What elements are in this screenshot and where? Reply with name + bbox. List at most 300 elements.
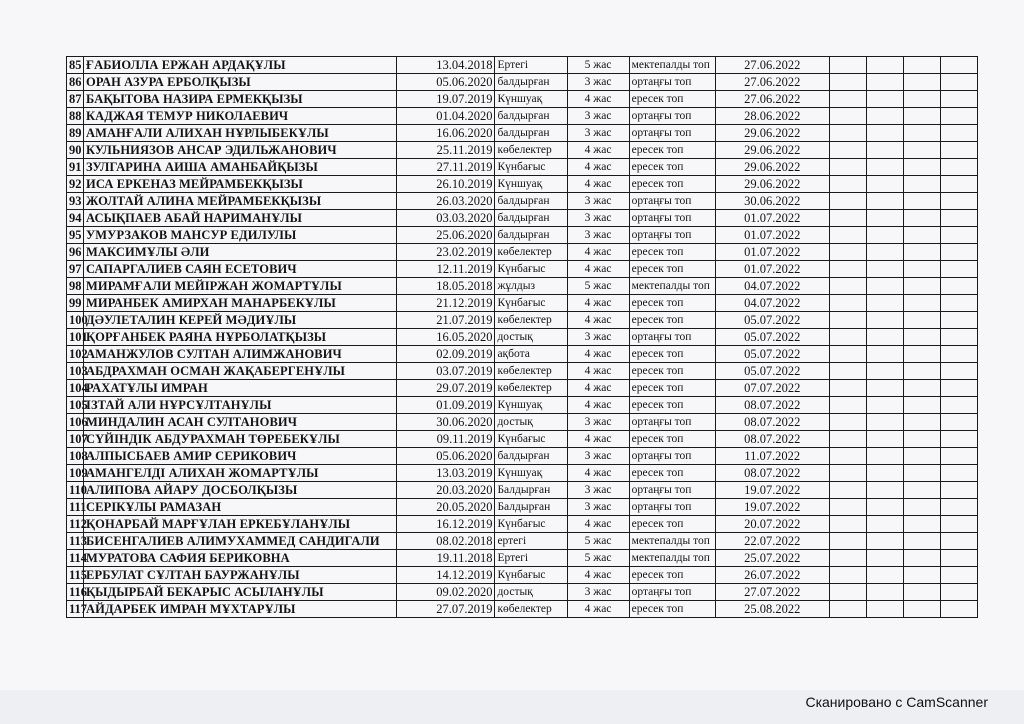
empty-cell xyxy=(866,91,903,108)
age-cell: 4 жас xyxy=(567,91,629,108)
age-cell: 3 жас xyxy=(567,74,629,91)
birth-date-cell: 30.06.2020 xyxy=(397,414,495,431)
table-row xyxy=(67,176,978,193)
row-number-cell: 113 xyxy=(67,533,84,550)
row-number-cell: 94 xyxy=(67,210,84,227)
child-name-cell: ҒАБИОЛЛА ЕРЖАН АРДАҚҰЛЫ xyxy=(84,57,397,74)
child-name-cell: ИСА ЕРКЕНАЗ МЕЙРАМБЕКҚЫЗЫ xyxy=(84,176,397,193)
empty-cell xyxy=(903,227,940,244)
empty-cell xyxy=(903,601,940,618)
row-number-cell: 86 xyxy=(67,74,84,91)
empty-cell xyxy=(940,414,977,431)
group-name-cell: Күнбағыс xyxy=(495,295,567,312)
age-cell: 5 жас xyxy=(567,533,629,550)
admission-date-cell: 29.06.2022 xyxy=(715,159,829,176)
class-type-cell: ортаңғы топ xyxy=(629,584,715,601)
admission-date-cell: 27.07.2022 xyxy=(715,584,829,601)
row-number-cell: 101 xyxy=(67,329,84,346)
child-name-cell: БАҚЫТОВА НАЗИРА ЕРМЕКҚЫЗЫ xyxy=(84,91,397,108)
empty-cell xyxy=(940,91,977,108)
children-roster-table xyxy=(66,56,978,618)
empty-cell xyxy=(866,193,903,210)
birth-date-cell: 18.05.2018 xyxy=(397,278,495,295)
birth-date-cell: 03.07.2019 xyxy=(397,363,495,380)
group-name-cell: көбелектер xyxy=(495,601,567,618)
class-type-cell: мектепалды топ xyxy=(629,550,715,567)
child-name-cell: ҚОРҒАНБЕК РАЯНА НҰРБОЛАТҚЫЗЫ xyxy=(84,329,397,346)
class-type-cell: ересек топ xyxy=(629,567,715,584)
empty-cell xyxy=(866,142,903,159)
empty-cell xyxy=(866,448,903,465)
child-name-cell: АСЫҚПАЕВ АБАЙ НАРИМАНҰЛЫ xyxy=(84,210,397,227)
child-name-cell: АМАНҒАЛИ АЛИХАН НҰРЛЫБЕКҰЛЫ xyxy=(84,125,397,142)
empty-cell xyxy=(829,74,866,91)
empty-cell xyxy=(940,193,977,210)
age-cell: 3 жас xyxy=(567,482,629,499)
row-number-cell: 95 xyxy=(67,227,84,244)
age-cell: 5 жас xyxy=(567,550,629,567)
empty-cell xyxy=(866,380,903,397)
admission-date-cell: 29.06.2022 xyxy=(715,176,829,193)
group-name-cell: достық xyxy=(495,584,567,601)
empty-cell xyxy=(940,465,977,482)
admission-date-cell: 08.07.2022 xyxy=(715,397,829,414)
empty-cell xyxy=(829,550,866,567)
empty-cell xyxy=(940,601,977,618)
empty-cell xyxy=(866,363,903,380)
admission-date-cell: 05.07.2022 xyxy=(715,312,829,329)
child-name-cell: ЖОЛТАЙ АЛИНА МЕЙРАМБЕКҚЫЗЫ xyxy=(84,193,397,210)
group-name-cell: балдырған xyxy=(495,108,567,125)
child-name-cell: ҚОНАРБАЙ МАРҒҰЛАН ЕРКЕБҰЛАНҰЛЫ xyxy=(84,516,397,533)
empty-cell xyxy=(903,499,940,516)
child-name-cell: ДӘУЛЕТАЛИН КЕРЕЙ МӘДИҰЛЫ xyxy=(84,312,397,329)
admission-date-cell: 19.07.2022 xyxy=(715,482,829,499)
age-cell: 4 жас xyxy=(567,176,629,193)
child-name-cell: САПАРГАЛИЕВ САЯН ЕСЕТОВИЧ xyxy=(84,261,397,278)
birth-date-cell: 12.11.2019 xyxy=(397,261,495,278)
child-name-cell: АЙДАРБЕК ИМРАН МҰХТАРҰЛЫ xyxy=(84,601,397,618)
age-cell: 4 жас xyxy=(567,465,629,482)
table-row xyxy=(67,465,978,482)
group-name-cell: көбелектер xyxy=(495,363,567,380)
age-cell: 4 жас xyxy=(567,363,629,380)
table-row xyxy=(67,516,978,533)
birth-date-cell: 05.06.2020 xyxy=(397,448,495,465)
class-type-cell: ересек топ xyxy=(629,176,715,193)
child-name-cell: МУРАТОВА САФИЯ БЕРИКОВНА xyxy=(84,550,397,567)
class-type-cell: ортаңғы топ xyxy=(629,210,715,227)
empty-cell xyxy=(903,465,940,482)
child-name-cell: АБДРАХМАН ОСМАН ЖАҚАБЕРГЕНҰЛЫ xyxy=(84,363,397,380)
empty-cell xyxy=(829,295,866,312)
empty-cell xyxy=(940,57,977,74)
child-name-cell: МИРАНБЕК АМИРХАН МАНАРБЕКҰЛЫ xyxy=(84,295,397,312)
group-name-cell: Күнбағыс xyxy=(495,516,567,533)
empty-cell xyxy=(866,261,903,278)
empty-cell xyxy=(829,601,866,618)
class-type-cell: ортаңғы топ xyxy=(629,193,715,210)
empty-cell xyxy=(829,533,866,550)
age-cell: 3 жас xyxy=(567,448,629,465)
birth-date-cell: 16.05.2020 xyxy=(397,329,495,346)
birth-date-cell: 01.04.2020 xyxy=(397,108,495,125)
empty-cell xyxy=(940,142,977,159)
table-row xyxy=(67,380,978,397)
group-name-cell: Күншуақ xyxy=(495,91,567,108)
row-number-cell: 87 xyxy=(67,91,84,108)
table-row xyxy=(67,295,978,312)
admission-date-cell: 27.06.2022 xyxy=(715,57,829,74)
group-name-cell: достық xyxy=(495,329,567,346)
empty-cell xyxy=(829,176,866,193)
table-row xyxy=(67,482,978,499)
age-cell: 3 жас xyxy=(567,329,629,346)
group-name-cell: жұлдыз xyxy=(495,278,567,295)
empty-cell xyxy=(903,482,940,499)
empty-cell xyxy=(903,414,940,431)
admission-date-cell: 28.06.2022 xyxy=(715,108,829,125)
empty-cell xyxy=(940,210,977,227)
admission-date-cell: 08.07.2022 xyxy=(715,414,829,431)
child-name-cell: АМАНГЕЛДІ АЛИХАН ЖОМАРТҰЛЫ xyxy=(84,465,397,482)
birth-date-cell: 05.06.2020 xyxy=(397,74,495,91)
age-cell: 5 жас xyxy=(567,278,629,295)
class-type-cell: ересек топ xyxy=(629,244,715,261)
birth-date-cell: 23.02.2019 xyxy=(397,244,495,261)
child-name-cell: УМУРЗАКОВ МАНСУР ЕДИЛУЛЫ xyxy=(84,227,397,244)
empty-cell xyxy=(940,516,977,533)
birth-date-cell: 21.07.2019 xyxy=(397,312,495,329)
row-number-cell: 109 xyxy=(67,465,84,482)
empty-cell xyxy=(903,346,940,363)
child-name-cell: СЕРІКҰЛЫ РАМАЗАН xyxy=(84,499,397,516)
empty-cell xyxy=(829,584,866,601)
empty-cell xyxy=(940,329,977,346)
empty-cell xyxy=(866,125,903,142)
class-type-cell: ортаңғы топ xyxy=(629,74,715,91)
table-row xyxy=(67,261,978,278)
table-row xyxy=(67,584,978,601)
empty-cell xyxy=(829,397,866,414)
admission-date-cell: 25.07.2022 xyxy=(715,550,829,567)
empty-cell xyxy=(903,448,940,465)
empty-cell xyxy=(866,312,903,329)
empty-cell xyxy=(940,448,977,465)
empty-cell xyxy=(940,312,977,329)
row-number-cell: 96 xyxy=(67,244,84,261)
class-type-cell: ортаңғы топ xyxy=(629,227,715,244)
empty-cell xyxy=(829,414,866,431)
group-name-cell: Балдырған xyxy=(495,499,567,516)
empty-cell xyxy=(903,91,940,108)
birth-date-cell: 19.11.2018 xyxy=(397,550,495,567)
table-row xyxy=(67,414,978,431)
empty-cell xyxy=(940,261,977,278)
age-cell: 4 жас xyxy=(567,601,629,618)
age-cell: 4 жас xyxy=(567,295,629,312)
empty-cell xyxy=(940,74,977,91)
admission-date-cell: 29.06.2022 xyxy=(715,142,829,159)
child-name-cell: АЛИПОВА АЙАРУ ДОСБОЛҚЫЗЫ xyxy=(84,482,397,499)
class-type-cell: ересек топ xyxy=(629,346,715,363)
class-type-cell: ересек топ xyxy=(629,431,715,448)
empty-cell xyxy=(829,227,866,244)
group-name-cell: көбелектер xyxy=(495,142,567,159)
class-type-cell: ересек топ xyxy=(629,295,715,312)
birth-date-cell: 26.10.2019 xyxy=(397,176,495,193)
empty-cell xyxy=(866,414,903,431)
group-name-cell: Күнбағыс xyxy=(495,261,567,278)
birth-date-cell: 29.07.2019 xyxy=(397,380,495,397)
admission-date-cell: 04.07.2022 xyxy=(715,278,829,295)
table-row xyxy=(67,244,978,261)
empty-cell xyxy=(940,295,977,312)
birth-date-cell: 09.11.2019 xyxy=(397,431,495,448)
empty-cell xyxy=(829,278,866,295)
age-cell: 4 жас xyxy=(567,261,629,278)
row-number-cell: 107 xyxy=(67,431,84,448)
class-type-cell: мектепалды топ xyxy=(629,533,715,550)
row-number-cell: 104 xyxy=(67,380,84,397)
birth-date-cell: 13.04.2018 xyxy=(397,57,495,74)
empty-cell xyxy=(903,142,940,159)
admission-date-cell: 04.07.2022 xyxy=(715,295,829,312)
empty-cell xyxy=(940,176,977,193)
empty-cell xyxy=(829,261,866,278)
group-name-cell: Күншуақ xyxy=(495,397,567,414)
empty-cell xyxy=(866,329,903,346)
empty-cell xyxy=(866,601,903,618)
admission-date-cell: 30.06.2022 xyxy=(715,193,829,210)
admission-date-cell: 26.07.2022 xyxy=(715,567,829,584)
table-row xyxy=(67,550,978,567)
empty-cell xyxy=(829,465,866,482)
empty-cell xyxy=(829,244,866,261)
admission-date-cell: 20.07.2022 xyxy=(715,516,829,533)
group-name-cell: балдырған xyxy=(495,193,567,210)
age-cell: 3 жас xyxy=(567,584,629,601)
age-cell: 4 жас xyxy=(567,159,629,176)
empty-cell xyxy=(866,533,903,550)
birth-date-cell: 27.07.2019 xyxy=(397,601,495,618)
empty-cell xyxy=(903,380,940,397)
group-name-cell: Күнбағыс xyxy=(495,431,567,448)
empty-cell xyxy=(940,108,977,125)
table-row xyxy=(67,312,978,329)
birth-date-cell: 26.03.2020 xyxy=(397,193,495,210)
admission-date-cell: 05.07.2022 xyxy=(715,363,829,380)
empty-cell xyxy=(940,278,977,295)
empty-cell xyxy=(866,499,903,516)
table-row xyxy=(67,125,978,142)
birth-date-cell: 20.05.2020 xyxy=(397,499,495,516)
empty-cell xyxy=(829,482,866,499)
empty-cell xyxy=(903,567,940,584)
age-cell: 3 жас xyxy=(567,108,629,125)
birth-date-cell: 25.06.2020 xyxy=(397,227,495,244)
row-number-cell: 106 xyxy=(67,414,84,431)
empty-cell xyxy=(940,567,977,584)
empty-cell xyxy=(866,465,903,482)
age-cell: 4 жас xyxy=(567,346,629,363)
empty-cell xyxy=(903,176,940,193)
row-number-cell: 115 xyxy=(67,567,84,584)
row-number-cell: 97 xyxy=(67,261,84,278)
class-type-cell: ересек топ xyxy=(629,397,715,414)
admission-date-cell: 01.07.2022 xyxy=(715,244,829,261)
row-number-cell: 114 xyxy=(67,550,84,567)
row-number-cell: 93 xyxy=(67,193,84,210)
class-type-cell: ересек топ xyxy=(629,261,715,278)
empty-cell xyxy=(866,244,903,261)
class-type-cell: ортаңғы топ xyxy=(629,499,715,516)
empty-cell xyxy=(829,329,866,346)
table-row xyxy=(67,329,978,346)
empty-cell xyxy=(866,57,903,74)
age-cell: 3 жас xyxy=(567,499,629,516)
age-cell: 4 жас xyxy=(567,142,629,159)
birth-date-cell: 19.07.2019 xyxy=(397,91,495,108)
table-row xyxy=(67,159,978,176)
group-name-cell: ертегі xyxy=(495,533,567,550)
class-type-cell: ересек топ xyxy=(629,516,715,533)
table-row xyxy=(67,74,978,91)
empty-cell xyxy=(903,278,940,295)
admission-date-cell: 01.07.2022 xyxy=(715,210,829,227)
admission-date-cell: 25.08.2022 xyxy=(715,601,829,618)
empty-cell xyxy=(940,346,977,363)
class-type-cell: ортаңғы топ xyxy=(629,482,715,499)
age-cell: 4 жас xyxy=(567,312,629,329)
child-name-cell: ЕРБУЛАТ СҰЛТАН БАУРЖАНҰЛЫ xyxy=(84,567,397,584)
child-name-cell: АМАНЖУЛОВ СУЛТАН АЛИМЖАНОВИЧ xyxy=(84,346,397,363)
row-number-cell: 91 xyxy=(67,159,84,176)
empty-cell xyxy=(829,108,866,125)
admission-date-cell: 27.06.2022 xyxy=(715,74,829,91)
empty-cell xyxy=(903,125,940,142)
empty-cell xyxy=(866,176,903,193)
group-name-cell: Ертегі xyxy=(495,550,567,567)
group-name-cell: достық xyxy=(495,414,567,431)
class-type-cell: ересек топ xyxy=(629,363,715,380)
empty-cell xyxy=(866,584,903,601)
age-cell: 4 жас xyxy=(567,516,629,533)
empty-cell xyxy=(866,482,903,499)
empty-cell xyxy=(903,261,940,278)
birth-date-cell: 21.12.2019 xyxy=(397,295,495,312)
empty-cell xyxy=(940,244,977,261)
empty-cell xyxy=(940,499,977,516)
admission-date-cell: 07.07.2022 xyxy=(715,380,829,397)
child-name-cell: КАДЖАЯ ТЕМУР НИКОЛАЕВИЧ xyxy=(84,108,397,125)
class-type-cell: ересек топ xyxy=(629,159,715,176)
child-name-cell: ОРАН АЗУРА ЕРБОЛҚЫЗЫ xyxy=(84,74,397,91)
admission-date-cell: 05.07.2022 xyxy=(715,329,829,346)
table-row xyxy=(67,227,978,244)
empty-cell xyxy=(903,533,940,550)
empty-cell xyxy=(940,380,977,397)
group-name-cell: балдырған xyxy=(495,210,567,227)
table-row xyxy=(67,57,978,74)
empty-cell xyxy=(866,346,903,363)
age-cell: 4 жас xyxy=(567,567,629,584)
group-name-cell: Күншуақ xyxy=(495,176,567,193)
age-cell: 4 жас xyxy=(567,431,629,448)
age-cell: 3 жас xyxy=(567,125,629,142)
empty-cell xyxy=(829,380,866,397)
class-type-cell: ортаңғы топ xyxy=(629,329,715,346)
empty-cell xyxy=(829,91,866,108)
empty-cell xyxy=(940,363,977,380)
age-cell: 4 жас xyxy=(567,380,629,397)
empty-cell xyxy=(829,142,866,159)
row-number-cell: 92 xyxy=(67,176,84,193)
table-row xyxy=(67,278,978,295)
empty-cell xyxy=(829,57,866,74)
row-number-cell: 88 xyxy=(67,108,84,125)
admission-date-cell: 08.07.2022 xyxy=(715,465,829,482)
empty-cell xyxy=(903,210,940,227)
child-name-cell: МИНДАЛИН АСАН СУЛТАНОВИЧ xyxy=(84,414,397,431)
empty-cell xyxy=(903,244,940,261)
empty-cell xyxy=(940,125,977,142)
group-name-cell: ақбота xyxy=(495,346,567,363)
empty-cell xyxy=(903,516,940,533)
group-name-cell: Ертегі xyxy=(495,57,567,74)
child-name-cell: ҚЫДЫРБАЙ БЕКАРЫС АСЫЛАНҰЛЫ xyxy=(84,584,397,601)
group-name-cell: балдырған xyxy=(495,227,567,244)
empty-cell xyxy=(866,567,903,584)
row-number-cell: 105 xyxy=(67,397,84,414)
empty-cell xyxy=(940,482,977,499)
class-type-cell: мектепалды топ xyxy=(629,57,715,74)
table-row xyxy=(67,533,978,550)
birth-date-cell: 14.12.2019 xyxy=(397,567,495,584)
birth-date-cell: 01.09.2019 xyxy=(397,397,495,414)
empty-cell xyxy=(866,397,903,414)
row-number-cell: 85 xyxy=(67,57,84,74)
class-type-cell: мектепалды топ xyxy=(629,278,715,295)
empty-cell xyxy=(829,431,866,448)
empty-cell xyxy=(903,584,940,601)
empty-cell xyxy=(903,312,940,329)
child-name-cell: АЛПЫСБАЕВ АМИР СЕРИКОВИЧ xyxy=(84,448,397,465)
empty-cell xyxy=(829,363,866,380)
age-cell: 3 жас xyxy=(567,193,629,210)
birth-date-cell: 03.03.2020 xyxy=(397,210,495,227)
empty-cell xyxy=(903,329,940,346)
empty-cell xyxy=(829,312,866,329)
table-row xyxy=(67,363,978,380)
age-cell: 3 жас xyxy=(567,210,629,227)
empty-cell xyxy=(829,346,866,363)
row-number-cell: 99 xyxy=(67,295,84,312)
group-name-cell: балдырған xyxy=(495,448,567,465)
empty-cell xyxy=(866,516,903,533)
birth-date-cell: 16.12.2019 xyxy=(397,516,495,533)
empty-cell xyxy=(829,516,866,533)
birth-date-cell: 13.03.2019 xyxy=(397,465,495,482)
class-type-cell: ортаңғы топ xyxy=(629,125,715,142)
empty-cell xyxy=(829,193,866,210)
age-cell: 4 жас xyxy=(567,397,629,414)
row-number-cell: 110 xyxy=(67,482,84,499)
class-type-cell: ересек топ xyxy=(629,91,715,108)
group-name-cell: көбелектер xyxy=(495,244,567,261)
table-row xyxy=(67,193,978,210)
age-cell: 3 жас xyxy=(567,414,629,431)
